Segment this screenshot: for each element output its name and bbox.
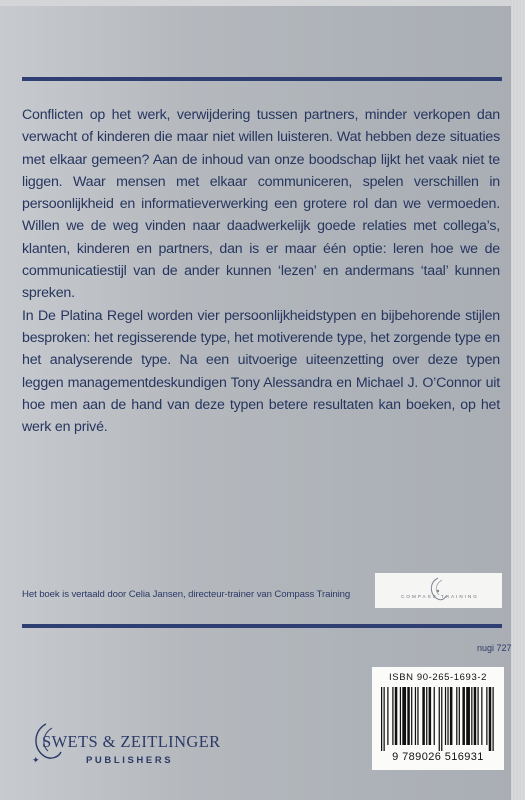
translator-note: Het boek is vertaald door Celia Jansen, directeur-trainer van Compass Training [22,589,351,600]
publisher-name: SWETS & ZEITLINGER [42,732,221,751]
barcode-bar [450,687,453,745]
barcode-bar [422,687,425,745]
barcode-bar [387,687,388,745]
barcode-panel [372,667,504,770]
barcode-bar [492,687,493,751]
compass-training-logo [375,573,502,608]
top-rule [22,77,502,81]
page-edge [511,0,525,800]
barcode-bar [477,687,478,745]
compass-logo-text: COMPASS TRAINING [401,594,479,599]
barcode-bar [447,687,448,745]
barcode-bar [471,687,472,745]
barcode-bar [417,687,418,745]
blurb-paragraph-1: Conflicten op het werk, verwijdering tussen partners, minder verkopen dan verwacht of kinderen die maar niet willen luisteren. Wat hebben deze situaties met elkaar gemeen? Aan de inhoud van onze boodschap lijkt het vaak niet te liggen. Waar mensen met elkaar communiceren, spelen verschillen in persoonlijkheid en informatieverwerking een grotere rol dan we vermoeden. Willen we de weg vinden naar daadwerkelijk goede relaties met collega’s, klanten, kinderen en partners, dan is er maar één optie: leren hoe we de communicatiestijl van de ander kunnen ‘lezen’ en andermans ‘taal’ kunnen spreken. [22,107,500,302]
barcode-bar [456,687,457,745]
barcode-bar [489,687,492,751]
page-top-edge [0,0,525,6]
barcode-bar [392,687,393,745]
publisher-logo [22,716,242,776]
compass-swirl-icon [425,576,451,604]
blurb-paragraph-2: In De Platina Regel worden vier persoonlijkheidstypen en bijbehorende stijlen besproken: het regisserende type, het motiverende type, het zorgende type en het analyserende type. Na een uitvoerige uiteenzetting over deze typen leggen managementdeskundigen Tony Alessandra en Michael J. O’Connor uit hoe men aan de hand van deze typen betere resultaten kan boeken, op het werk en privé. [22,307,500,436]
barcode-icon [381,687,495,751]
barcode-bar [426,687,427,745]
barcode-bar [439,687,440,751]
barcode-bar [381,687,382,751]
barcode-bar [402,687,406,745]
nugi-code: nugi 727 [477,643,512,653]
barcode-bar [462,687,465,745]
isbn: ISBN 90-265-1693-2 [389,672,487,683]
barcode-bar [400,687,401,745]
publisher-star-icon: ✦ [32,755,40,765]
barcode-bar [459,687,460,745]
barcode-bar [445,687,446,745]
barcode-bar [407,687,410,745]
barcode-bar [415,687,416,745]
barcode-bar [441,687,442,751]
barcode-bar [486,687,487,745]
barcode-bar [429,687,432,745]
barcode-digits: 9 789026 516931 [392,751,484,763]
barcode-bar [466,687,470,745]
publisher-sub: PUBLISHERS [86,755,174,766]
barcode-bar [395,687,398,745]
bottom-rule [22,624,502,628]
barcode-bar [411,687,412,745]
barcode-bar [481,687,482,745]
barcode-bar [384,687,385,751]
blurb [22,104,500,438]
barcode-bar [434,687,435,745]
barcode-bar [474,687,477,745]
